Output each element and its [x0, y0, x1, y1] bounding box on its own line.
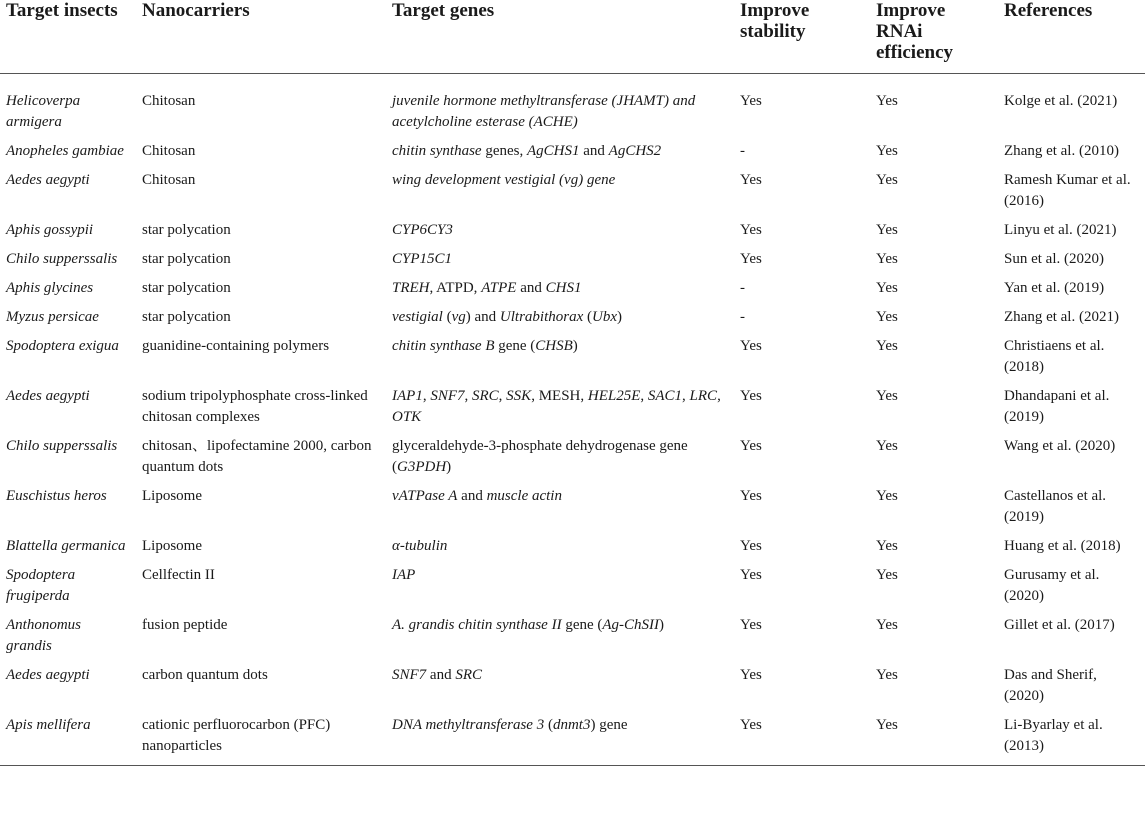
- cell-reference: Kolge et al. (2021): [1004, 93, 1118, 109]
- table-row: [0, 220, 1145, 249]
- gene-text: SRC: [472, 388, 499, 404]
- cell-nanocarrier: carbon quantum dots: [142, 667, 268, 683]
- cell-target-insect: Apis mellifera: [0, 715, 136, 766]
- gene-text: ,: [422, 388, 431, 404]
- gene-text: ,: [640, 388, 648, 404]
- gene-text: ATPE: [481, 280, 517, 296]
- gene-text: ): [572, 338, 578, 354]
- cell-nanocarrier: fusion peptide: [142, 617, 228, 633]
- gene-text: CHSB: [535, 338, 573, 354]
- table-row: [0, 336, 1145, 386]
- cell-improve-stability: Yes: [740, 93, 762, 109]
- table-row: [0, 278, 1145, 307]
- gene-text: ,: [498, 388, 507, 404]
- cell-nanocarrier: cationic perfluorocarbon (PFC) nanoparticles: [136, 715, 386, 766]
- cell-target-insect: Chilo supperssalis: [6, 251, 118, 267]
- cell-improve-stability: Yes: [740, 222, 762, 238]
- cell-reference: Ramesh Kumar et al. (2016): [1004, 172, 1131, 209]
- cell-target-genes: [386, 141, 734, 170]
- cell-nanocarrier: Liposome: [142, 538, 202, 554]
- cell-improve-rnai: Yes: [876, 538, 898, 554]
- cell-improve-rnai: Yes: [876, 338, 898, 354]
- cell-improve-rnai: Yes: [876, 488, 898, 504]
- table-body: [0, 74, 1145, 766]
- cell-target-genes: [386, 74, 734, 142]
- header-nanocarriers: Nanocarriers: [136, 0, 386, 74]
- cell-target-genes: [386, 615, 734, 665]
- gene-text: AgCHS1: [526, 143, 580, 159]
- gene-text: SNF7: [392, 667, 427, 683]
- gene-text: CHS1: [545, 280, 582, 296]
- cell-improve-rnai: Yes: [876, 309, 898, 325]
- cell-reference: Zhang et al. (2010): [1004, 143, 1119, 159]
- cell-improve-rnai: Yes: [876, 222, 898, 238]
- cell-improve-stability: Yes: [740, 172, 762, 188]
- cell-reference: Huang et al. (2018): [1004, 538, 1121, 554]
- gene-text: vg: [451, 309, 466, 325]
- cell-target-insect: Euschistus heros: [6, 488, 107, 504]
- cell-target-genes: [386, 220, 734, 249]
- cell-target-insect: Aphis glycines: [6, 280, 94, 296]
- cell-nanocarrier: Chitosan: [142, 93, 196, 109]
- gene-text: vestigial: [392, 309, 443, 325]
- cell-target-insect: Spodoptera frugiperda: [6, 567, 76, 604]
- gene-text: TREH: [392, 280, 430, 296]
- cell-improve-stability: Yes: [740, 251, 762, 267]
- header-improve-rnai: Improve RNAi efficiency: [870, 0, 998, 74]
- gene-text: (: [442, 309, 452, 325]
- gene-text: vATPase A: [392, 488, 458, 504]
- cell-improve-stability: Yes: [740, 388, 762, 404]
- gene-text: muscle actin: [486, 488, 562, 504]
- cell-reference: Wang et al. (2020): [1004, 438, 1116, 454]
- cell-target-insect: Anopheles gambiae: [6, 143, 124, 159]
- cell-improve-stability: -: [740, 280, 745, 296]
- cell-improve-stability: Yes: [740, 667, 762, 683]
- cell-improve-stability: Yes: [740, 438, 762, 454]
- header-references: References: [998, 0, 1145, 74]
- table-row: [0, 615, 1145, 665]
- cell-improve-rnai: Yes: [876, 280, 898, 296]
- cell-reference: Linyu et al. (2021): [1004, 222, 1117, 238]
- cell-nanocarrier: star polycation: [142, 222, 231, 238]
- table-row: [0, 74, 1145, 142]
- gene-text: ,: [717, 388, 721, 404]
- cell-improve-rnai: Yes: [876, 172, 898, 188]
- gene-text: LRC: [689, 388, 718, 404]
- cell-improve-stability: Yes: [740, 488, 762, 504]
- cell-target-insect: Aphis gossypii: [6, 222, 94, 238]
- gene-text: A. grandis chitin synthase II: [392, 617, 562, 633]
- cell-target-genes: [386, 536, 734, 565]
- cell-target-genes: [386, 307, 734, 336]
- cell-target-insect: Spodoptera exigua: [6, 338, 119, 354]
- cell-target-genes: [386, 665, 734, 715]
- cell-reference: Christiaens et al. (2018): [1004, 338, 1105, 375]
- header-improve-stability: Improve stability: [734, 0, 870, 74]
- cell-target-genes: [386, 386, 734, 436]
- cell-target-insect: Helicoverpa armigera: [6, 93, 81, 130]
- gene-text: chitin synthase: [392, 143, 482, 159]
- gene-text: wing development vestigial (vg) gene: [392, 172, 616, 188]
- cell-nanocarrier: sodium tripolyphosphate cross-linked chitosan complexes: [142, 388, 368, 425]
- cell-improve-rnai: Yes: [876, 438, 898, 454]
- cell-nanocarrier: chitosan、lipofectamine 2000, carbon quantum dots: [142, 438, 372, 475]
- gene-text: , MESH,: [531, 388, 588, 404]
- cell-reference: Zhang et al. (2021): [1004, 309, 1119, 325]
- table-header: [0, 0, 1145, 74]
- table-row: [0, 715, 1145, 766]
- cell-target-genes: [386, 170, 734, 220]
- gene-text: genes,: [481, 143, 527, 159]
- header-target-insects: Target insects: [0, 0, 136, 74]
- cell-target-insect: Aedes aegypti: [6, 667, 90, 683]
- gene-text: DNA methyltransferase 3: [392, 717, 545, 733]
- cell-reference: Dhandapani et al. (2019): [1004, 388, 1110, 425]
- gene-text: SAC1: [647, 388, 683, 404]
- table-row: [0, 141, 1145, 170]
- gene-text: dnmt3: [552, 717, 591, 733]
- gene-text: CYP15C1: [392, 251, 453, 267]
- cell-improve-stability: -: [740, 143, 745, 159]
- cell-improve-stability: -: [740, 309, 745, 325]
- gene-text: juvenile hormone methyltransferase (JHAMT) and acetylcholine esterase (ACHE): [392, 93, 696, 130]
- cell-target-insect: Aedes aegypti: [6, 172, 90, 188]
- cell-target-insect: Chilo supperssalis: [6, 438, 118, 454]
- gene-text: Ag-ChSII: [602, 617, 660, 633]
- cell-improve-stability: Yes: [740, 338, 762, 354]
- table-row: [0, 307, 1145, 336]
- gene-text: ): [446, 459, 452, 475]
- gene-text: ): [659, 617, 665, 633]
- table-row: [0, 565, 1145, 615]
- cell-nanocarrier: star polycation: [142, 251, 231, 267]
- cell-improve-rnai: Yes: [876, 567, 898, 583]
- gene-text: SSK: [506, 388, 532, 404]
- cell-nanocarrier: star polycation: [142, 280, 231, 296]
- cell-reference: Castellanos et al. (2019): [1004, 488, 1107, 525]
- gene-text: ,: [464, 388, 472, 404]
- gene-text: Ubx: [592, 309, 617, 325]
- gene-text: chitin synthase B: [392, 338, 495, 354]
- cell-target-genes: [386, 249, 734, 278]
- cell-improve-stability: Yes: [740, 567, 762, 583]
- cell-improve-rnai: Yes: [876, 667, 898, 683]
- cell-nanocarrier: Chitosan: [142, 172, 196, 188]
- table-row: [0, 665, 1145, 715]
- cell-target-genes: [386, 278, 734, 307]
- cell-target-insect: Myzus persicae: [6, 309, 99, 325]
- gene-text: SNF7: [430, 388, 465, 404]
- gene-text: G3PDH: [397, 459, 447, 475]
- gene-text: AgCHS2: [608, 143, 662, 159]
- gene-text: , ATPD,: [429, 280, 482, 296]
- gene-text: gene (: [561, 617, 603, 633]
- cell-nanocarrier: guanidine-containing polymers: [142, 338, 330, 354]
- gene-text: and: [579, 143, 609, 159]
- gene-text: gene (: [494, 338, 536, 354]
- cell-target-genes: [386, 486, 734, 536]
- cell-improve-rnai: Yes: [876, 93, 898, 109]
- table-row: [0, 536, 1145, 565]
- gene-text: ) and: [465, 309, 500, 325]
- gene-text: and: [426, 667, 456, 683]
- cell-nanocarrier: Cellfectin II: [142, 567, 215, 583]
- gene-text: (: [544, 717, 553, 733]
- cell-improve-rnai: Yes: [876, 143, 898, 159]
- gene-text: CYP6CY3: [392, 222, 453, 238]
- cell-improve-rnai: Yes: [876, 251, 898, 267]
- table-row: [0, 386, 1145, 436]
- gene-text: SRC: [455, 667, 483, 683]
- gene-text: α-tubulin: [392, 538, 448, 554]
- cell-reference: Gillet et al. (2017): [1004, 617, 1115, 633]
- cell-nanocarrier: Liposome: [142, 488, 202, 504]
- cell-reference: Li-Byarlay et al. (2013): [998, 715, 1145, 766]
- gene-text: IAP: [392, 567, 416, 583]
- cell-target-insect: Blattella germanica: [6, 538, 126, 554]
- cell-improve-rnai: Yes: [876, 617, 898, 633]
- cell-improve-stability: Yes: [734, 715, 870, 766]
- gene-text: Ultrabithorax: [499, 309, 584, 325]
- gene-text: glyceraldehyde-3-phosphate dehydrogenase gene (: [392, 438, 688, 475]
- gene-text: ) gene: [590, 717, 628, 733]
- cell-nanocarrier: star polycation: [142, 309, 231, 325]
- cell-target-genes: [386, 715, 734, 766]
- gene-text: ): [617, 309, 622, 325]
- gene-text: and: [516, 280, 546, 296]
- table-row: [0, 170, 1145, 220]
- gene-text: and: [457, 488, 487, 504]
- cell-improve-stability: Yes: [740, 617, 762, 633]
- table-row: [0, 486, 1145, 536]
- cell-target-genes: [386, 336, 734, 386]
- cell-improve-stability: Yes: [740, 538, 762, 554]
- header-target-genes: Target genes: [386, 0, 734, 74]
- cell-improve-rnai: Yes: [876, 388, 898, 404]
- cell-target-genes: [386, 565, 734, 615]
- gene-text: (: [583, 309, 592, 325]
- gene-text: IAP1: [392, 388, 423, 404]
- cell-reference: Sun et al. (2020): [1004, 251, 1104, 267]
- table-row: [0, 249, 1145, 278]
- gene-text: HEL25E: [587, 388, 641, 404]
- cell-target-insect: Aedes aegypti: [6, 388, 90, 404]
- table-row: [0, 436, 1145, 486]
- cell-improve-rnai: Yes: [870, 715, 998, 766]
- cell-nanocarrier: Chitosan: [142, 143, 196, 159]
- gene-text: ,: [682, 388, 690, 404]
- gene-text: OTK: [392, 409, 422, 425]
- cell-reference: Yan et al. (2019): [1004, 280, 1105, 296]
- cell-target-genes: [386, 436, 734, 486]
- cell-target-insect: Anthonomus grandis: [6, 617, 81, 654]
- cell-reference: Gurusamy et al. (2020): [1004, 567, 1100, 604]
- cell-reference: Das and Sherif, (2020): [1004, 667, 1097, 704]
